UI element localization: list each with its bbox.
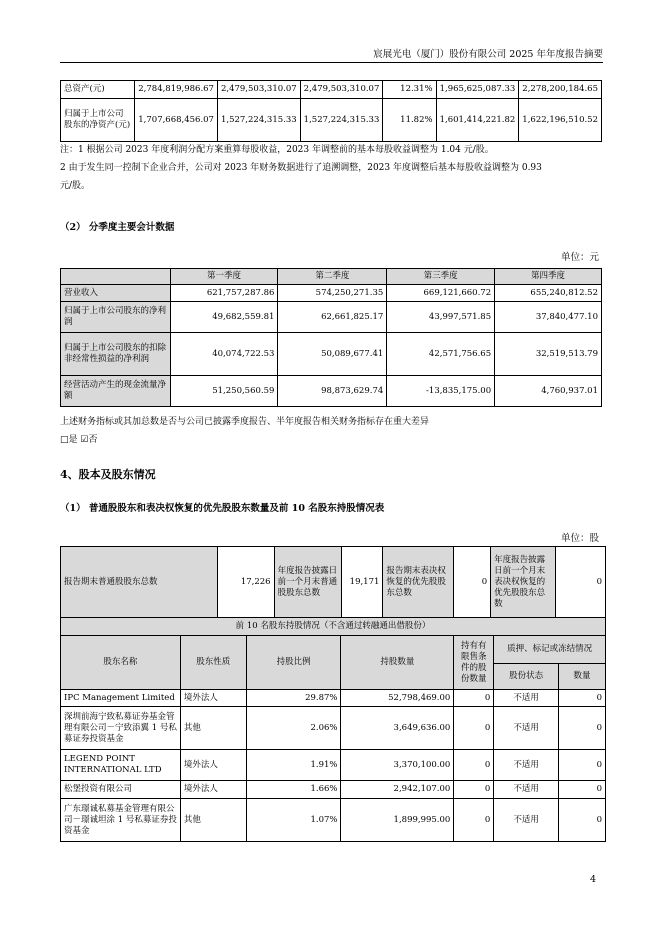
table-row — [61, 690, 606, 707]
cell: 1,965,625,087.33 — [436, 81, 519, 99]
cell: 669,121,660.72 — [387, 285, 495, 302]
col-header: 第四季度 — [495, 269, 602, 285]
col-header: 持股数量 — [341, 636, 454, 690]
cell: 655,240,812.52 — [495, 285, 602, 302]
cell: 4,760,937.01 — [495, 376, 602, 407]
quarterly-heading: （2） 分季度主要会计数据 — [60, 222, 175, 233]
col-header: 第一季度 — [170, 269, 278, 285]
value-cell: 0 — [454, 547, 491, 619]
table-row — [61, 799, 606, 842]
table-row — [61, 285, 602, 302]
caption-row — [61, 618, 606, 636]
cell: 境外法人 — [180, 750, 246, 781]
cell: 1,899,995.00 — [341, 799, 454, 842]
table-row — [61, 302, 602, 333]
assets-table — [60, 80, 602, 142]
top10-table — [60, 617, 606, 842]
page-header — [60, 44, 603, 63]
col-header: 股东名称 — [61, 636, 181, 690]
row-label: 营业收入 — [61, 285, 171, 302]
cell: 3,649,636.00 — [341, 707, 454, 750]
cell: 49,682,559.81 — [170, 302, 278, 333]
cell: 0 — [559, 750, 606, 781]
label-cell: 报告期末表决权恢复的优先股股东总数 — [383, 547, 454, 619]
col-header: 第二季度 — [278, 269, 387, 285]
cell: 1.07% — [246, 799, 341, 842]
cell: 不适用 — [494, 750, 559, 781]
quarterly-unit: 单位：元 — [560, 252, 599, 263]
cell: 3,370,100.00 — [341, 750, 454, 781]
section-unit: 单位：股 — [560, 533, 599, 544]
header-title: 宸展光电（厦门）股份有限公司 2025 年年度报告摘要 — [373, 49, 603, 60]
cell: 98,873,629.74 — [278, 376, 387, 407]
note-1: 注：1 根据公司 2023 年度利润分配方案重算每股收益，2023 年调整前的基本每股收益调整为 1.04 元/股。 — [60, 145, 494, 155]
table-row — [61, 781, 606, 799]
table-row — [61, 750, 606, 781]
col-header: 持有有限售条件的股份数量 — [454, 636, 494, 690]
section-subheading: （1） 普通股股东和表决权恢复的优先股股东数量及前 10 名股东持股情况表 — [60, 503, 385, 514]
cell: 51,250,560.59 — [170, 376, 278, 407]
cell: 深圳前海宁致私募证券基金管理有限公司－宁致添翼 1 号私募证券投资基金 — [61, 707, 181, 750]
row-label: 归属于上市公司股东的扣除非经常性损益的净利润 — [61, 333, 171, 376]
cell: 0 — [454, 799, 494, 842]
note-2: 2 由于发生同一控制下企业合并，公司对 2023 年财务数据进行了追溯调整，2023 年度调整后基本每股收益调整为 0.93 — [60, 163, 542, 173]
col-header: 质押、标记或冻结情况 — [494, 636, 606, 664]
cell: 1,527,224,315.33 — [217, 99, 300, 142]
quarterly-choice — [60, 432, 98, 449]
table-row — [61, 547, 606, 619]
cell: 不适用 — [494, 781, 559, 799]
row-label: 经营活动产生的现金流量净额 — [61, 376, 171, 407]
cell: 0 — [454, 750, 494, 781]
checkbox-unchecked-icon: □ — [60, 435, 69, 445]
cell: 2,942,107.00 — [341, 781, 454, 799]
cell: 2,784,819,986.67 — [135, 81, 218, 99]
cell: 不适用 — [494, 707, 559, 750]
cell: 621,757,287.86 — [170, 285, 278, 302]
section-heading: 4、股本及股东情况 — [60, 468, 156, 481]
value-cell: 0 — [556, 547, 606, 619]
cell: LEGEND POINT INTERNATIONAL LTD — [61, 750, 181, 781]
cell: 32,519,513.79 — [495, 333, 602, 376]
choice-no: 否 — [88, 435, 98, 445]
cell: 2,479,503,310.07 — [217, 81, 300, 99]
choice-yes: 是 — [68, 435, 78, 445]
table-row — [61, 81, 602, 99]
cell: IPC Management Limited — [61, 690, 181, 707]
note-2-cont: 元/股。 — [60, 181, 91, 191]
checkbox-checked-icon: ☑ — [80, 435, 89, 445]
row-label: 总资产(元) — [61, 81, 135, 99]
table-row — [61, 707, 606, 750]
cell: 1.91% — [246, 750, 341, 781]
cell: 37,840,477.10 — [495, 302, 602, 333]
cell: 0 — [454, 690, 494, 707]
cell: 52,798,469.00 — [341, 690, 454, 707]
cell: 不适用 — [494, 690, 559, 707]
cell: 1.66% — [246, 781, 341, 799]
cell: 42,571,756.65 — [387, 333, 495, 376]
page-number: 4 — [590, 874, 597, 885]
cell: 1,527,224,315.33 — [300, 99, 383, 142]
shareholders-summary-table — [60, 546, 606, 619]
cell: 29.87% — [246, 690, 341, 707]
cell: 43,997,571.85 — [387, 302, 495, 333]
empty-header — [61, 269, 171, 285]
cell: 0 — [454, 781, 494, 799]
cell: 11.82% — [383, 99, 436, 142]
cell: 境外法人 — [180, 781, 246, 799]
row-label: 归属于上市公司股东的净利润 — [61, 302, 171, 333]
table-row — [61, 376, 602, 407]
cell: 1,601,414,221.82 — [436, 99, 519, 142]
col-header: 股东性质 — [180, 636, 246, 690]
label-cell: 年度报告披露日前一个月末表决权恢复的优先股股东总数 — [491, 547, 556, 619]
top10-caption: 前 10 名股东持股情况（不含通过转融通出借股份） — [61, 618, 606, 636]
col-header: 持股比例 — [246, 636, 341, 690]
cell: 62,661,825.17 — [278, 302, 387, 333]
value-cell: 19,171 — [342, 547, 383, 619]
quarterly-note: 上述财务指标或其加总数是否与公司已披露季度报告、半年度报告相关财务指标存在重大差异 — [60, 417, 430, 427]
table-header-row — [61, 269, 602, 285]
row-label: 归属于上市公司股东的净资产(元) — [61, 99, 135, 142]
cell: 0 — [559, 707, 606, 750]
cell: 1,622,196,510.52 — [519, 99, 602, 142]
label-cell: 报告期末普通股股东总数 — [61, 547, 218, 619]
quarterly-table — [60, 268, 602, 407]
cell: 境外法人 — [180, 690, 246, 707]
label-cell: 年度报告披露日前一个月末普通股股东总数 — [274, 547, 342, 619]
cell: -13,835,175.00 — [387, 376, 495, 407]
col-header: 第三季度 — [387, 269, 495, 285]
cell: 40,074,722.53 — [170, 333, 278, 376]
cell: 2,479,503,310.07 — [300, 81, 383, 99]
col-header: 股份状态 — [494, 664, 559, 690]
cell: 2.06% — [246, 707, 341, 750]
cell: 1,707,668,456.07 — [135, 99, 218, 142]
cell: 0 — [559, 690, 606, 707]
cell: 其他 — [180, 799, 246, 842]
table-row — [61, 99, 602, 142]
cell: 12.31% — [383, 81, 436, 99]
col-header: 数量 — [559, 664, 606, 690]
cell: 2,278,200,184.65 — [519, 81, 602, 99]
cell: 50,089,677.41 — [278, 333, 387, 376]
table-header-row — [61, 636, 606, 664]
cell: 0 — [454, 707, 494, 750]
value-cell: 17,226 — [217, 547, 274, 619]
cell: 其他 — [180, 707, 246, 750]
cell: 0 — [559, 781, 606, 799]
cell: 松堡投资有限公司 — [61, 781, 181, 799]
cell: 不适用 — [494, 799, 559, 842]
table-row — [61, 333, 602, 376]
cell: 574,250,271.35 — [278, 285, 387, 302]
cell: 广东璟诚私募基金管理有限公司－璟诚坦涂 1 号私募证券投资基金 — [61, 799, 181, 842]
cell: 0 — [559, 799, 606, 842]
